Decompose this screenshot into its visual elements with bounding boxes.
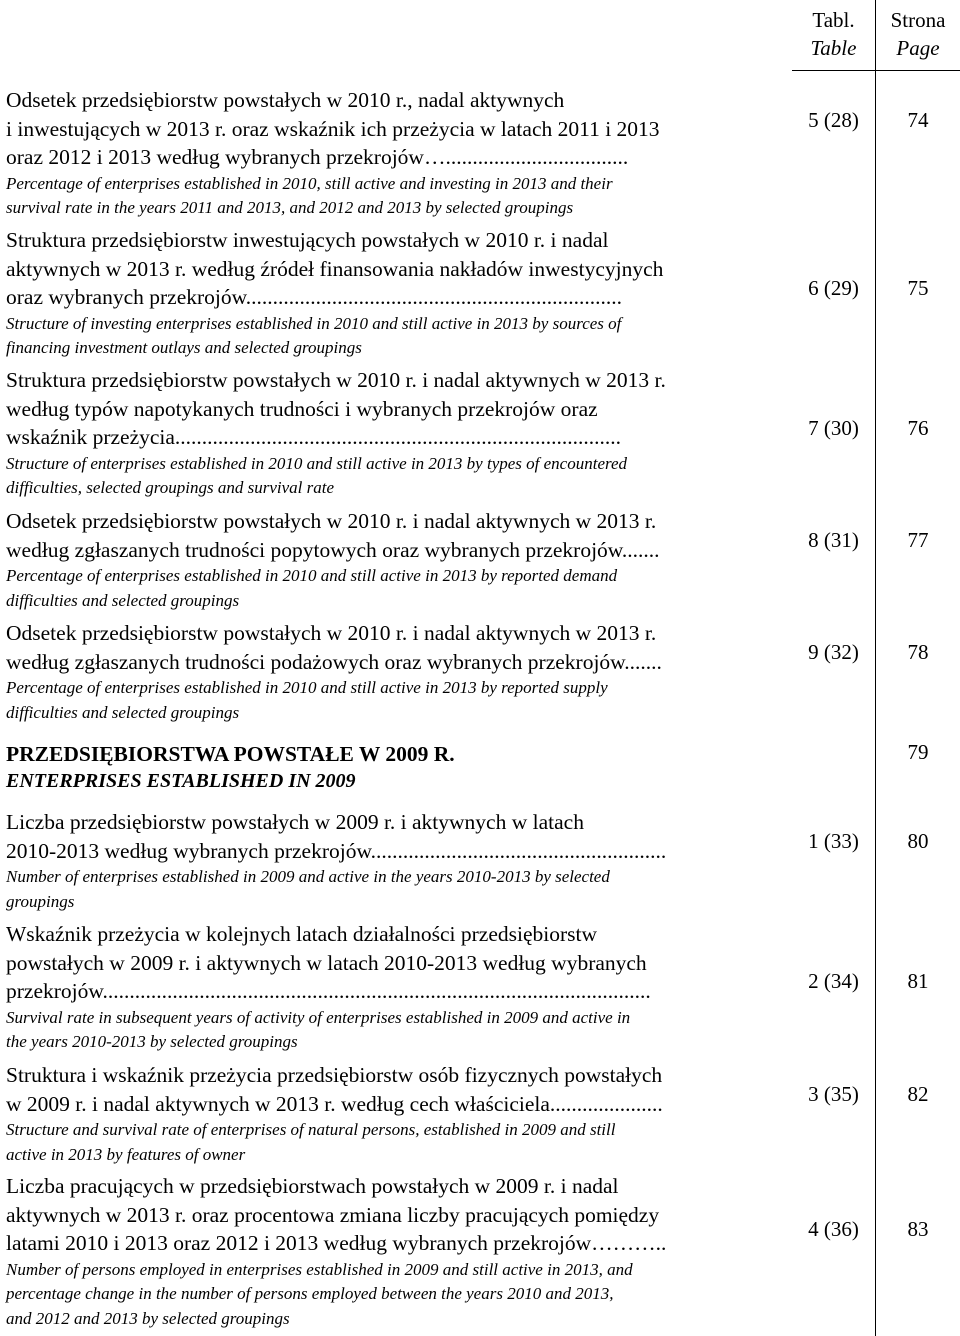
page-number[interactable]: 75 (907, 276, 929, 300)
entry-title-en: financing investment outlays and selected groupings (6, 338, 362, 357)
entry-title-en: Percentage of enterprises established in 2010 and still active in 2013 by reported demand (6, 566, 618, 585)
table-number: 2 (34) (808, 969, 859, 993)
page-number[interactable]: 77 (907, 528, 929, 552)
entry-title-pl: latami 2010 i 2013 oraz 2012 i 2013 według wybranych przekrojów……….. (6, 1231, 667, 1255)
entry-title-en: Number of persons employed in enterprises established in 2009 and still active in 2013, and (6, 1259, 633, 1279)
column-divider (875, 0, 876, 1336)
entry-title-pl: 2010-2013 według wybranych przekrojów....................................................... (6, 838, 667, 863)
header-rule (792, 70, 960, 71)
entry-title-en: Survival rate in subsequent years of activity of enterprises established in 2009 and active in (6, 1007, 631, 1027)
table-header-en: Table (810, 36, 857, 60)
page-number[interactable]: 82 (907, 1082, 929, 1106)
entry-title-en: difficulties and selected groupings (6, 702, 240, 722)
entry-title-pl: aktywnych w 2013 r. oraz procentowa zmiana liczby pracujących pomiędzy (6, 1202, 660, 1227)
page-number[interactable]: 79 (907, 740, 929, 764)
entry-title-pl: według zgłaszanych trudności popytowych oraz wybranych przekrojów....... (6, 537, 660, 562)
entry-title-en: Percentage of enterprises established in 2010, still active and investing in 2013 and their (6, 173, 613, 193)
table-number: 7 (30) (808, 416, 859, 440)
entry-title-en: Percentage of enterprises established in 2010 and still active in 2013 by reported supply (6, 678, 608, 697)
entry-title-en: Structure and survival rate of enterprises of natural persons, established in 2009 and still (6, 1120, 616, 1139)
page-header-pl: Strona (890, 8, 946, 32)
toc-entry[interactable] (6, 808, 786, 914)
entry-title-pl: Liczba przedsiębiorstw powstałych w 2009 r. i aktywnych w latach (6, 810, 584, 834)
entry-title-pl: według zgłaszanych trudności podażowych oraz wybranych przekrojów....... (6, 649, 662, 674)
entry-title-pl: oraz 2012 i 2013 według wybranych przekrojów….................................. (6, 145, 629, 169)
entry-title-en: percentage change in the number of persons employed between the years 2010 and 2013, (6, 1284, 614, 1303)
toc-entry[interactable] (6, 366, 786, 501)
toc-entry[interactable] (6, 507, 786, 613)
entry-title-en: groupings (6, 891, 75, 911)
entry-title-pl: według typów napotykanych trudności i wybranych przekrojów oraz (6, 396, 598, 421)
entry-title-en: and 2012 and 2013 by selected groupings (6, 1308, 290, 1328)
entry-title-pl: Struktura i wskaźnik przeżycia przedsiębiorstw osób fizycznych powstałych (6, 1063, 663, 1087)
entry-title-pl: Wskaźnik przeżycia w kolejnych latach działalności przedsiębiorstw (6, 922, 598, 946)
toc-entry[interactable] (6, 1172, 786, 1331)
page-number[interactable]: 81 (907, 969, 929, 993)
entry-title-pl: Odsetek przedsiębiorstw powstałych w 2010 r. i nadal aktywnych w 2013 r. (6, 621, 657, 645)
entry-title-pl: przekrojów...................................................................................................... (6, 979, 651, 1003)
entry-title-pl: Odsetek przedsiębiorstw powstałych w 2010 r. i nadal aktywnych w 2013 r. (6, 509, 657, 533)
entry-title-pl: Odsetek przedsiębiorstw powstałych w 2010 r., nadal aktywnych (6, 88, 565, 112)
entry-title-pl: Struktura przedsiębiorstw inwestujących powstałych w 2010 r. i nadal (6, 228, 609, 252)
entry-title-en: the years 2010-2013 by selected groupings (6, 1032, 298, 1051)
page-number[interactable]: 74 (907, 108, 929, 132)
toc-entry[interactable] (6, 86, 786, 221)
page-column-header (876, 6, 960, 62)
entry-title-pl: w 2009 r. i nadal aktywnych w 2013 r. według cech właściciela..................... (6, 1091, 663, 1116)
toc-entry[interactable] (6, 1061, 786, 1167)
table-number: 9 (32) (808, 640, 859, 664)
entry-title-pl: powstałych w 2009 r. i aktywnych w latach 2010-2013 według wybranych (6, 950, 647, 975)
entry-title-pl: Struktura przedsiębiorstw powstałych w 2010 r. i nadal aktywnych w 2013 r. (6, 368, 666, 392)
page-number[interactable]: 76 (907, 416, 929, 440)
entry-title-en: difficulties, selected groupings and survival rate (6, 478, 334, 497)
toc-entry[interactable] (6, 619, 786, 725)
table-number: 6 (29) (808, 276, 859, 300)
entry-title-en: Structure of enterprises established in 2010 and still active in 2013 by types of encountered (6, 453, 628, 473)
page-number[interactable]: 83 (907, 1217, 929, 1241)
toc-entry[interactable] (6, 920, 786, 1055)
entry-title-pl: oraz wybranych przekrojów...................................................................... (6, 285, 623, 309)
table-number: 5 (28) (808, 108, 859, 132)
table-column-header (792, 6, 875, 62)
entry-title-en: survival rate in the years 2011 and 2013, and 2012 and 2013 by selected groupings (6, 198, 574, 217)
section-heading[interactable] (6, 740, 786, 794)
entry-title-pl: aktywnych w 2013 r. według źródeł finansowania nakładów inwestycyjnych (6, 256, 664, 281)
page-number[interactable]: 78 (907, 640, 929, 664)
page-number[interactable]: 80 (907, 829, 929, 853)
table-header-pl: Tabl. (812, 8, 855, 32)
section-title-pl: PRZEDSIĘBIORSTWA POWSTAŁE W 2009 R. (6, 742, 455, 766)
table-number: 8 (31) (808, 528, 859, 552)
table-number: 4 (36) (808, 1217, 859, 1241)
entry-title-en: Structure of investing enterprises established in 2010 and still active in 2013 by sources of (6, 313, 622, 333)
entry-title-pl: wskaźnik przeżycia................................................................................... (6, 425, 622, 449)
table-number: 3 (35) (808, 1082, 859, 1106)
entry-title-pl: Liczba pracujących w przedsiębiorstwach powstałych w 2009 r. i nadal (6, 1174, 619, 1198)
entry-title-pl: i inwestujących w 2013 r. oraz wskaźnik ich przeżycia w latach 2011 i 2013 (6, 116, 660, 141)
entry-title-en: active in 2013 by features of owner (6, 1144, 246, 1164)
entry-title-en: difficulties and selected groupings (6, 590, 240, 610)
entry-title-en: Number of enterprises established in 2009 and active in the years 2010-2013 by selected (6, 867, 610, 886)
toc-entry[interactable] (6, 226, 786, 361)
table-number: 1 (33) (808, 829, 859, 853)
section-title-en: ENTERPRISES ESTABLISHED IN 2009 (6, 770, 356, 792)
page-header-en: Page (896, 36, 940, 60)
